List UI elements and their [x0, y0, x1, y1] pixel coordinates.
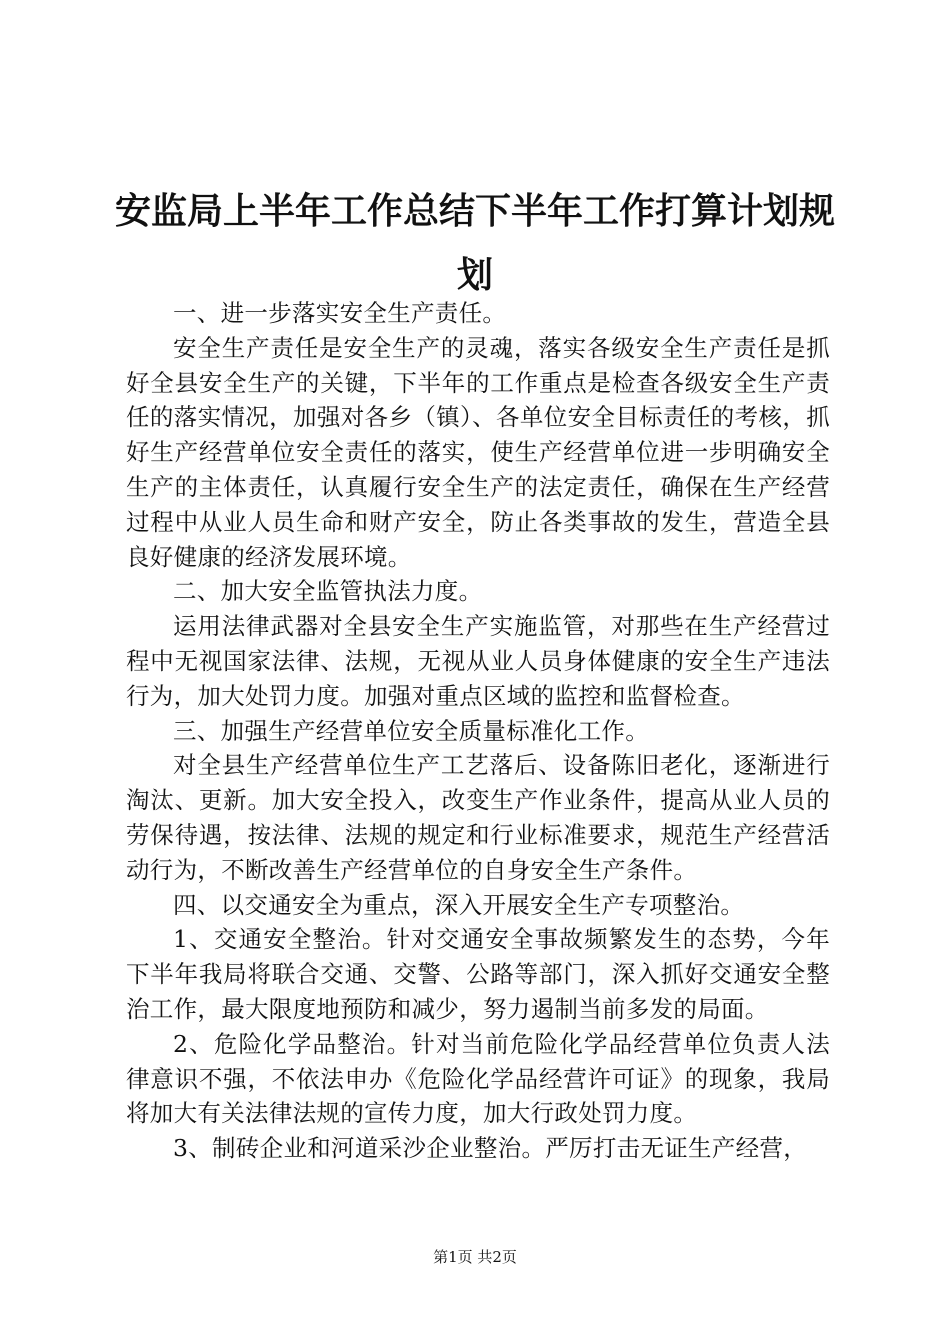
paragraph-4-item-3: 3、制砖企业和河道采沙企业整治。严厉打击无证生产经营， — [173, 1134, 808, 1163]
section-heading-2: 二、加大安全监管执法力度。 — [173, 577, 483, 606]
paragraph-4-item-2: 2、危险化学品整治。针对当前危险化学品经营单位负责人法律意识不强，不依法申办《危险化学品经营许可证》的现象，我局将加大有关法律法规的宣传力度，加大行政处罚力度。 — [126, 1029, 830, 1128]
paragraph-2: 运用法律武器对全县安全生产实施监管，对那些在生产经营过程中无视国家法律、法规，无视从业人员身体健康的安全生产违法行为，加大处罚力度。加强对重点区域的监控和监督检查。 — [126, 612, 830, 710]
paragraph-3: 对全县生产经营单位生产工艺落后、设备陈旧老化，逐渐进行淘汰、更新。加大安全投入，改变生产作业条件，提高从业人员的劳保待遇，按法律、法规的规定和行业标准要求，规范生产经营活动行为，不断改善生产经营单位的自身安全生产条件。 — [126, 751, 830, 884]
section-heading-1: 一、进一步落实安全生产责任。 — [173, 299, 507, 327]
section-heading-4: 四、以交通安全为重点，深入开展安全生产专项整治。 — [173, 890, 745, 919]
document-body — [126, 296, 830, 1166]
paragraph-4-item-1: 1、交通安全整治。针对交通安全事故频繁发生的态势，今年下半年我局将联合交通、交警、公路等部门，深入抓好交通安全整治工作，最大限度地预防和减少，努力遏制当前多发的局面。 — [126, 925, 830, 1023]
page-number-footer: 第1页 共2页 — [433, 1248, 517, 1266]
paragraph-1: 安全生产责任是安全生产的灵魂，落实各级安全生产责任是抓好全县安全生产的关键，下半年的工作重点是检查各级安全生产责任的落实情况，加强对各乡（镇）、各单位安全目标责任的考核，抓好生产经营单位安全责任的落实，使生产经营单位进一步明确安全生产的主体责任，认真履行安全生产的法定责任，确保在生产经营过程中从业人员生命和财产安全，防止各类事故的发生，营造全县良好健康的经济发展环境。 — [126, 333, 830, 571]
section-heading-3: 三、加强生产经营单位安全质量标准化工作。 — [173, 716, 649, 745]
document-title: 安监局上半年工作总结下半年工作打算计划规划 — [114, 191, 835, 296]
